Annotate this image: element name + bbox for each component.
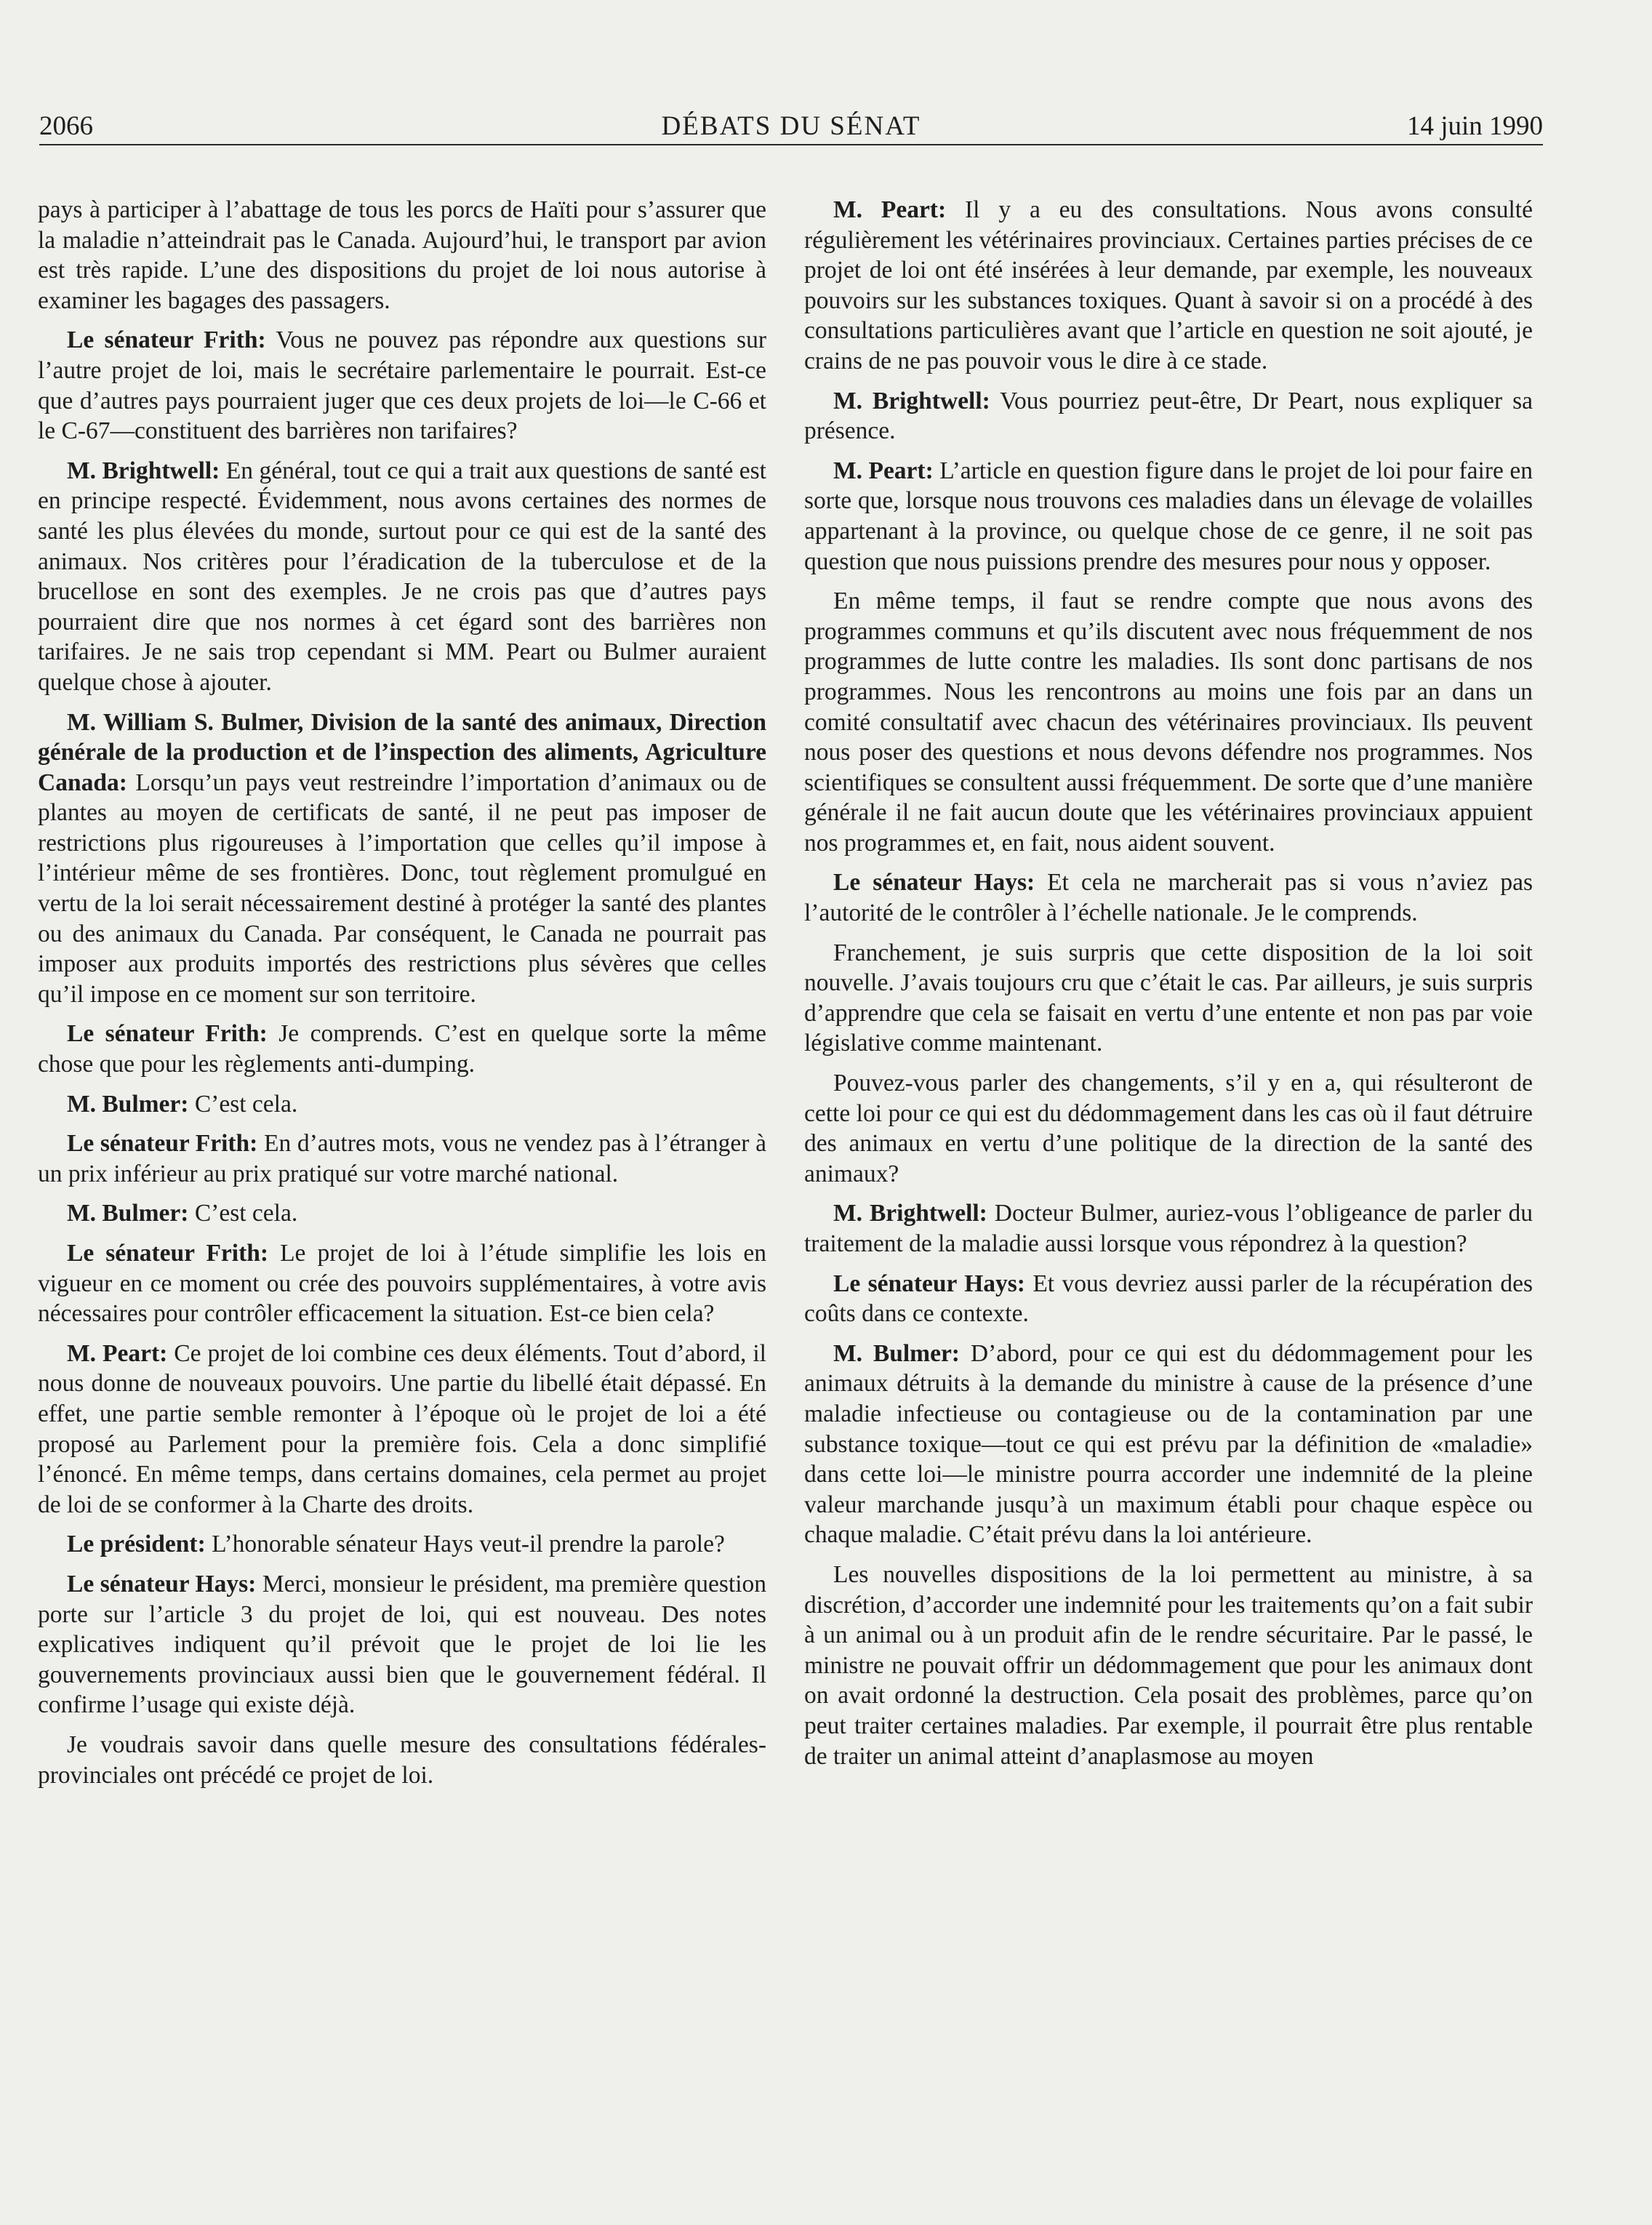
paragraph-text: C’est cela. bbox=[188, 1200, 298, 1227]
page-number: 2066 bbox=[39, 111, 93, 141]
paragraph-text: Vous ne pouvez pas répondre aux questions sur l’autre projet de loi, mais le secrétaire parlementaire le pourrait. Est-ce que d’autres pays pourraient juger que ces deux projets de loi—le C-66 et le C-67—constituent des barrières non tarifaires? bbox=[38, 326, 766, 445]
paragraph-text: Les nouvelles dispositions de la loi permettent au ministre, à sa discrétion, d’accorder une indemnité pour les traitements qu’on a fait subir à un animal ou à un produit afin de le rendre sécuritaire. Par le passé, le ministre ne pouvait offrir un dédommagement que pour les animaux dont on avait ordonné la destruction. Cela posait des problèmes, parce qu’on peut traiter certaines maladies. Par exemple, il pourrait être plus rentable de traiter un animal atteint d’anaplasmose au moyen bbox=[804, 1560, 1533, 1770]
paragraph bbox=[804, 1269, 1533, 1329]
right-column bbox=[804, 195, 1533, 1781]
paragraph-text: Pouvez-vous parler des changements, s’il y en a, qui résulteront de cette loi pour ce qui est du dédommagement dans les cas où il faut détruire des animaux en vertu d’une politique de la direction de la santé des animaux? bbox=[804, 1070, 1533, 1187]
paragraph bbox=[804, 1068, 1533, 1189]
speaker-name: Le sénateur Hays: bbox=[833, 1270, 1025, 1297]
speaker-name: M. Brightwell: bbox=[833, 1200, 987, 1227]
paragraph bbox=[38, 1569, 766, 1720]
paragraph-text: Et vous devriez aussi parler de la récupération des coûts dans ce contexte. bbox=[804, 1270, 1533, 1328]
paragraph bbox=[804, 1339, 1533, 1550]
speaker-name: Le sénateur Frith: bbox=[67, 1240, 269, 1267]
header-rule bbox=[39, 144, 1543, 145]
speaker-name: M. Peart: bbox=[833, 457, 934, 484]
paragraph bbox=[804, 195, 1533, 377]
paragraph bbox=[804, 1560, 1533, 1771]
paragraph bbox=[38, 1128, 766, 1189]
paragraph-text: Le projet de loi à l’étude simplifie les lois en vigueur en ce moment ou crée des pouvoirs supplémentaires, à votre avis nécessaires pour contrôler efficacement la situation. Est-ce bien cela? bbox=[38, 1240, 766, 1328]
paragraph-text: pays à participer à l’abattage de tous les porcs de Haïti pour s’assurer que la maladie n’atteindrait pas le Canada. Aujourd’hui, le transport par avion est très rapide. L’une des dispositions du projet de loi nous autorise à examiner les bagages des passagers. bbox=[38, 196, 766, 314]
paragraph-text: Merci, monsieur le président, ma première question porte sur l’article 3 du projet de loi, qui est nouveau. Des notes explicatives indiquent qu’il prévoit que le projet de loi lie les gouvernements provinciaux aussi bien que le gouvernement fédéral. Il confirme l’usage qui existe déjà. bbox=[38, 1570, 766, 1719]
paragraph bbox=[38, 325, 766, 446]
speaker-name: M. Peart: bbox=[67, 1339, 168, 1367]
speaker-name: M. Bulmer: bbox=[833, 1339, 960, 1367]
paragraph bbox=[38, 1089, 766, 1120]
paragraph bbox=[38, 1730, 766, 1790]
paragraph-text: Vous pourriez peut-être, Dr Peart, nous expliquer sa présence. bbox=[804, 387, 1533, 445]
paragraph bbox=[804, 1198, 1533, 1259]
paragraph-text: En général, tout ce qui a trait aux questions de santé est en principe respecté. Évidemment, nous avons certaines des normes de santé les plus élevées du monde, surtout pour ce qui est de la santé des animaux. Nos critères pour l’éradication de la tuberculose et de la brucellose en sont des exemples. Je ne crois pas que d’autres pays pourraient dire que nos normes à cet égard sont des barrières non tarifaires. Je ne sais trop cependant si MM. Peart ou Bulmer auraient quelque chose à ajouter. bbox=[38, 457, 766, 696]
paragraph bbox=[804, 386, 1533, 446]
speaker-name: Le sénateur Hays: bbox=[833, 869, 1035, 897]
speaker-name: Le sénateur Frith: bbox=[67, 1020, 268, 1048]
paragraph-text: En même temps, il faut se rendre compte que nous avons des programmes communs et qu’ils discutent avec nous fréquemment de nos programmes de lutte contre les maladies. Ils sont donc partisans de nos programmes. Nous les rencontrons au moins une fois par an dans un comité consultatif avec chacun des vétérinaires provinciaux. Ils peuvent nous poser des questions et nous devons défendre nos programmes. Nos scientifiques se consultent aussi fréquemment. De sorte que d’une manière générale il ne fait aucun doute que les vétérinaires provinciaux appuient nos programmes et, en fait, nous aident souvent. bbox=[804, 588, 1533, 857]
paragraph-text: Docteur Bulmer, auriez-vous l’obligeance de parler du traitement de la maladie aussi lorsque vous répondrez à la question? bbox=[804, 1200, 1533, 1257]
paragraph bbox=[38, 1529, 766, 1560]
speaker-name: M. Brightwell: bbox=[67, 457, 220, 484]
running-title: DÉBATS DU SÉNAT bbox=[661, 111, 921, 141]
speaker-name: Le sénateur Hays: bbox=[67, 1570, 257, 1597]
paragraph bbox=[38, 456, 766, 698]
paragraph-text: L’honorable sénateur Hays veut-il prendre la parole? bbox=[205, 1531, 725, 1558]
speaker-name: M. William S. Bulmer, Division de la santé des animaux, Direction générale de la production et de l’inspection des aliments, Agriculture Canada: bbox=[38, 708, 766, 796]
paragraph bbox=[38, 1019, 766, 1079]
paragraph-text: En d’autres mots, vous ne vendez pas à l’étranger à un prix inférieur au prix pratiqué sur votre marché national. bbox=[38, 1130, 766, 1187]
left-column bbox=[38, 195, 766, 1800]
page-date: 14 juin 1990 bbox=[1406, 111, 1543, 141]
paragraph bbox=[804, 456, 1533, 577]
paragraph bbox=[38, 1198, 766, 1229]
speaker-name: M. Bulmer: bbox=[67, 1090, 189, 1118]
page-header bbox=[39, 108, 1543, 145]
paragraph-text: Et cela ne marcherait pas si vous n’aviez pas l’autorité de le contrôler à l’échelle nationale. Je le comprends. bbox=[804, 869, 1533, 927]
paragraph-text: Je voudrais savoir dans quelle mesure des consultations fédérales-provinciales ont précédé ce projet de loi. bbox=[38, 1731, 766, 1789]
speaker-name: Le sénateur Frith: bbox=[67, 1130, 258, 1158]
paragraph-text: Lorsqu’un pays veut restreindre l’importation d’animaux ou de plantes au moyen de certificats de santé, il ne peut pas imposer de restrictions plus rigoureuses à l’importation que celles qu’il impose à l’intérieur même de ses frontières. Donc, tout règlement promulgué en vertu de la loi serait nécessairement destiné à protéger la santé des plantes ou des animaux du Canada. Par conséquent, le Canada ne pourrait pas imposer aux produits importés des restrictions plus sévères que celles qu’il impose en ce moment sur son territoire. bbox=[38, 769, 766, 1008]
paragraph bbox=[804, 867, 1533, 928]
paragraph-text: Je comprends. C’est en quelque sorte la même chose que pour les règlements anti-dumping. bbox=[38, 1020, 766, 1078]
paragraph-text: C’est cela. bbox=[188, 1090, 298, 1118]
paragraph bbox=[38, 707, 766, 1010]
paragraph bbox=[38, 195, 766, 316]
speaker-name: M. Peart: bbox=[833, 196, 947, 223]
paragraph-text: Franchement, je suis surpris que cette disposition de la loi soit nouvelle. J’avais toujours cru que c’était le cas. Par ailleurs, je suis surpris d’apprendre que cela se faisait en vertu d’une entente et non pas par voie législative comme maintenant. bbox=[804, 939, 1533, 1057]
paragraph-text: Ce projet de loi combine ces deux éléments. Tout d’abord, il nous donne de nouveaux pouvoirs. Une partie du libellé était dépassé. En effet, une partie semble remonter à l’époque où le projet de loi a été proposé au Parlement pour la première fois. Cela a donc simplifié l’énoncé. En même temps, dans certains domaines, cela permet au projet de loi de se conformer à la Charte des droits. bbox=[38, 1339, 766, 1518]
paragraph-text: L’article en question figure dans le projet de loi pour faire en sorte que, lorsque nous trouvons ces maladies dans un élevage de volailles appartenant à la province, ou quelque chose de ce genre, il ne soit pas question que nous puissions prendre des mesures pour nous y opposer. bbox=[804, 457, 1533, 575]
speaker-name: Le sénateur Frith: bbox=[67, 326, 266, 354]
paragraph-text: D’abord, pour ce qui est du dédommagement pour les animaux détruits à la demande du ministre à cause de la présence d’une maladie infectieuse ou contagieuse ou de la contamination par une substance toxique—tout ce qui est prévu par la définition de «maladie» dans cette loi—le ministre pourra accorder une indemnité de la pleine valeur marchande jusqu’à un maximum établi pour chaque espèce ou chaque maladie. C’était prévu dans la loi antérieure. bbox=[804, 1339, 1533, 1549]
paragraph-text: Il y a eu des consultations. Nous avons consulté régulièrement les vétérinaires provinciaux. Certaines parties précises de ce projet de loi ont été insérées à leur demande, par exemple, les nouveaux pouvoirs sur les substances toxiques. Quant à savoir si on a procédé à des consultations particulières avant que l’article en question ne soit ajouté, je crains de ne pas pouvoir vous le dire à ce stade. bbox=[804, 196, 1533, 374]
paragraph bbox=[804, 938, 1533, 1059]
paragraph bbox=[38, 1238, 766, 1329]
speaker-name: M. Brightwell: bbox=[833, 387, 990, 414]
paragraph bbox=[804, 586, 1533, 858]
speaker-name: Le président: bbox=[67, 1531, 206, 1558]
paragraph bbox=[38, 1339, 766, 1520]
speaker-name: M. Bulmer: bbox=[67, 1200, 189, 1227]
